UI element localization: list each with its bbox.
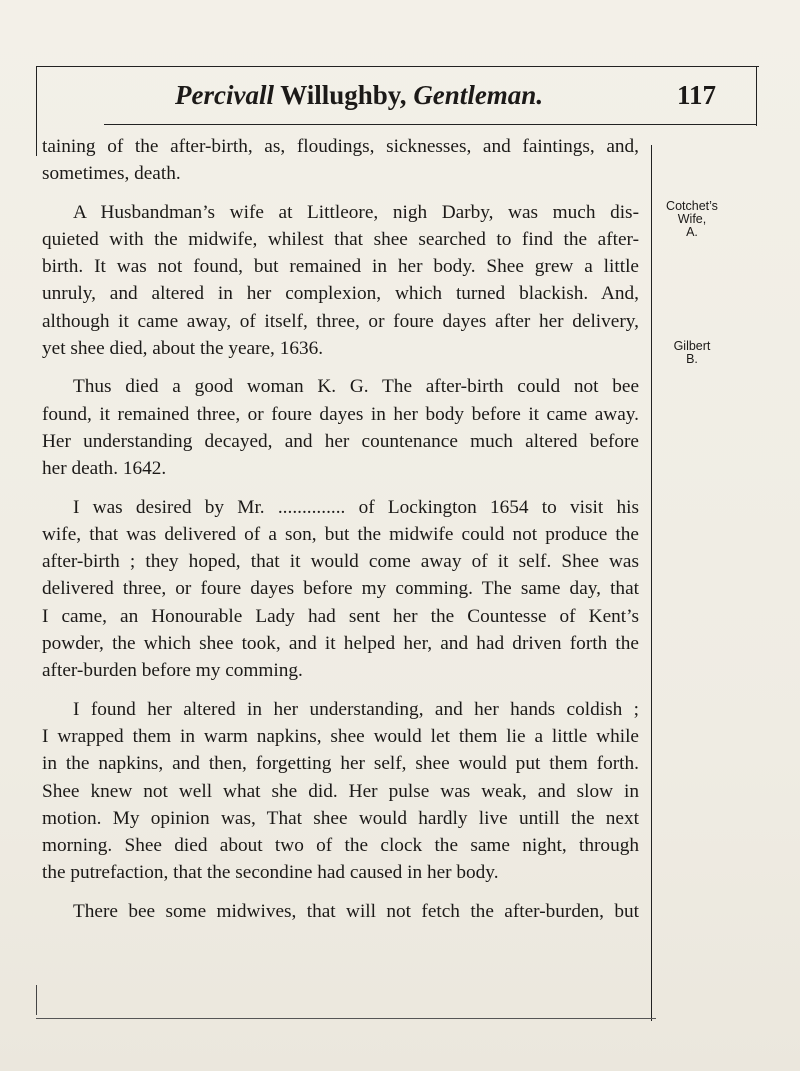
header-name-roman: Willughby,	[273, 80, 407, 110]
paragraph-gap	[42, 887, 639, 898]
text-line: wife, that was delivered of a son, but the midwife could not produce the	[42, 523, 639, 545]
margin-note-line: B.	[686, 352, 698, 366]
page-number: 117	[677, 80, 717, 110]
text-line: morning. Shee died about two of the clock the same night, through	[42, 835, 639, 857]
running-header	[175, 80, 575, 111]
text-line: yet shee died, about the yeare, 1636.	[42, 338, 324, 360]
paragraph-gap	[42, 362, 639, 373]
left-margin-rule	[36, 985, 37, 1015]
body-text	[42, 133, 639, 925]
top-border-rule	[36, 66, 759, 67]
text-line: motion. My opinion was, That shee would hardly live untill the next	[42, 807, 639, 829]
paragraph-gap	[42, 188, 639, 199]
text-line: I came, an Honourable Lady had sent her the Countesse of Kent’s	[42, 605, 639, 627]
text-line: taining of the after-birth, as, floudings, sicknesses, and faintings, and,	[42, 136, 639, 157]
text-line: I wrapped them in warm napkins, shee would let them lie a little while	[42, 725, 639, 747]
header-title: Gentleman.	[406, 80, 544, 110]
margin-note-line: Gilbert	[673, 339, 711, 353]
paragraph-gap	[42, 685, 639, 696]
margin-note-gilbert	[657, 340, 727, 366]
text-line: after-birth ; they hoped, that it would come away of it self. Shee was	[42, 551, 639, 573]
header-name-italic: Percivall	[175, 80, 274, 110]
margin-note-cotchet	[657, 200, 727, 239]
text-line: sometimes, death.	[42, 163, 181, 185]
text-line: Thus died a good woman K. G. The after-birth could not bee	[73, 376, 639, 398]
paragraph-gap	[42, 483, 639, 494]
text-line: although it came away, of itself, three, or foure dayes after her delivery,	[42, 310, 639, 332]
text-line: unruly, and altered in her complexion, which turned blackish. And,	[42, 283, 639, 305]
text-line: A Husbandman’s wife at Littleore, nigh Darby, was much dis-	[73, 201, 639, 223]
text-line: found, it remained three, or foure dayes in her body before it came away.	[42, 403, 639, 425]
margin-note-line: Wife,	[677, 212, 707, 226]
paragraph	[42, 696, 639, 887]
text-line: in the napkins, and then, forgetting her self, shee would put them forth.	[42, 753, 639, 775]
text-line: I was desired by Mr. .............. of Lockington 1654 to visit his	[73, 496, 639, 518]
paragraph	[42, 494, 639, 685]
left-border-rule	[36, 66, 37, 156]
text-line: after-burden before my comming.	[42, 660, 303, 682]
margin-note-line: A.	[686, 225, 698, 239]
text-line: delivered three, or foure dayes before my comming. The same day, that	[42, 578, 639, 600]
margin-note-line: Cotchet’s	[666, 199, 718, 213]
text-line: Shee knew not well what she did. Her pulse was weak, and slow in	[42, 780, 639, 802]
text-line: powder, the which shee took, and it helped her, and had driven forth the	[42, 633, 639, 655]
paragraph	[42, 133, 639, 188]
text-line: I found her altered in her understanding, and her hands coldish ;	[73, 698, 639, 720]
right-border-rule	[756, 66, 757, 126]
margin-rule	[651, 145, 652, 1021]
paragraph	[42, 199, 639, 363]
text-line: birth. It was not found, but remained in her body. Shee grew a little	[42, 256, 639, 278]
paragraph	[42, 373, 639, 482]
text-line: the putrefaction, that the secondine had caused in her body.	[42, 862, 499, 884]
paragraph	[42, 898, 639, 925]
header-rule	[104, 124, 756, 125]
bottom-rule	[36, 1018, 656, 1019]
text-line: quieted with the midwife, whilest that shee searched to find the after-	[42, 228, 639, 250]
text-line: Her understanding decayed, and her countenance much altered before	[42, 430, 639, 452]
text-line: her death. 1642.	[42, 458, 167, 480]
text-line: There bee some midwives, that will not fetch the after-burden, but	[73, 900, 639, 922]
